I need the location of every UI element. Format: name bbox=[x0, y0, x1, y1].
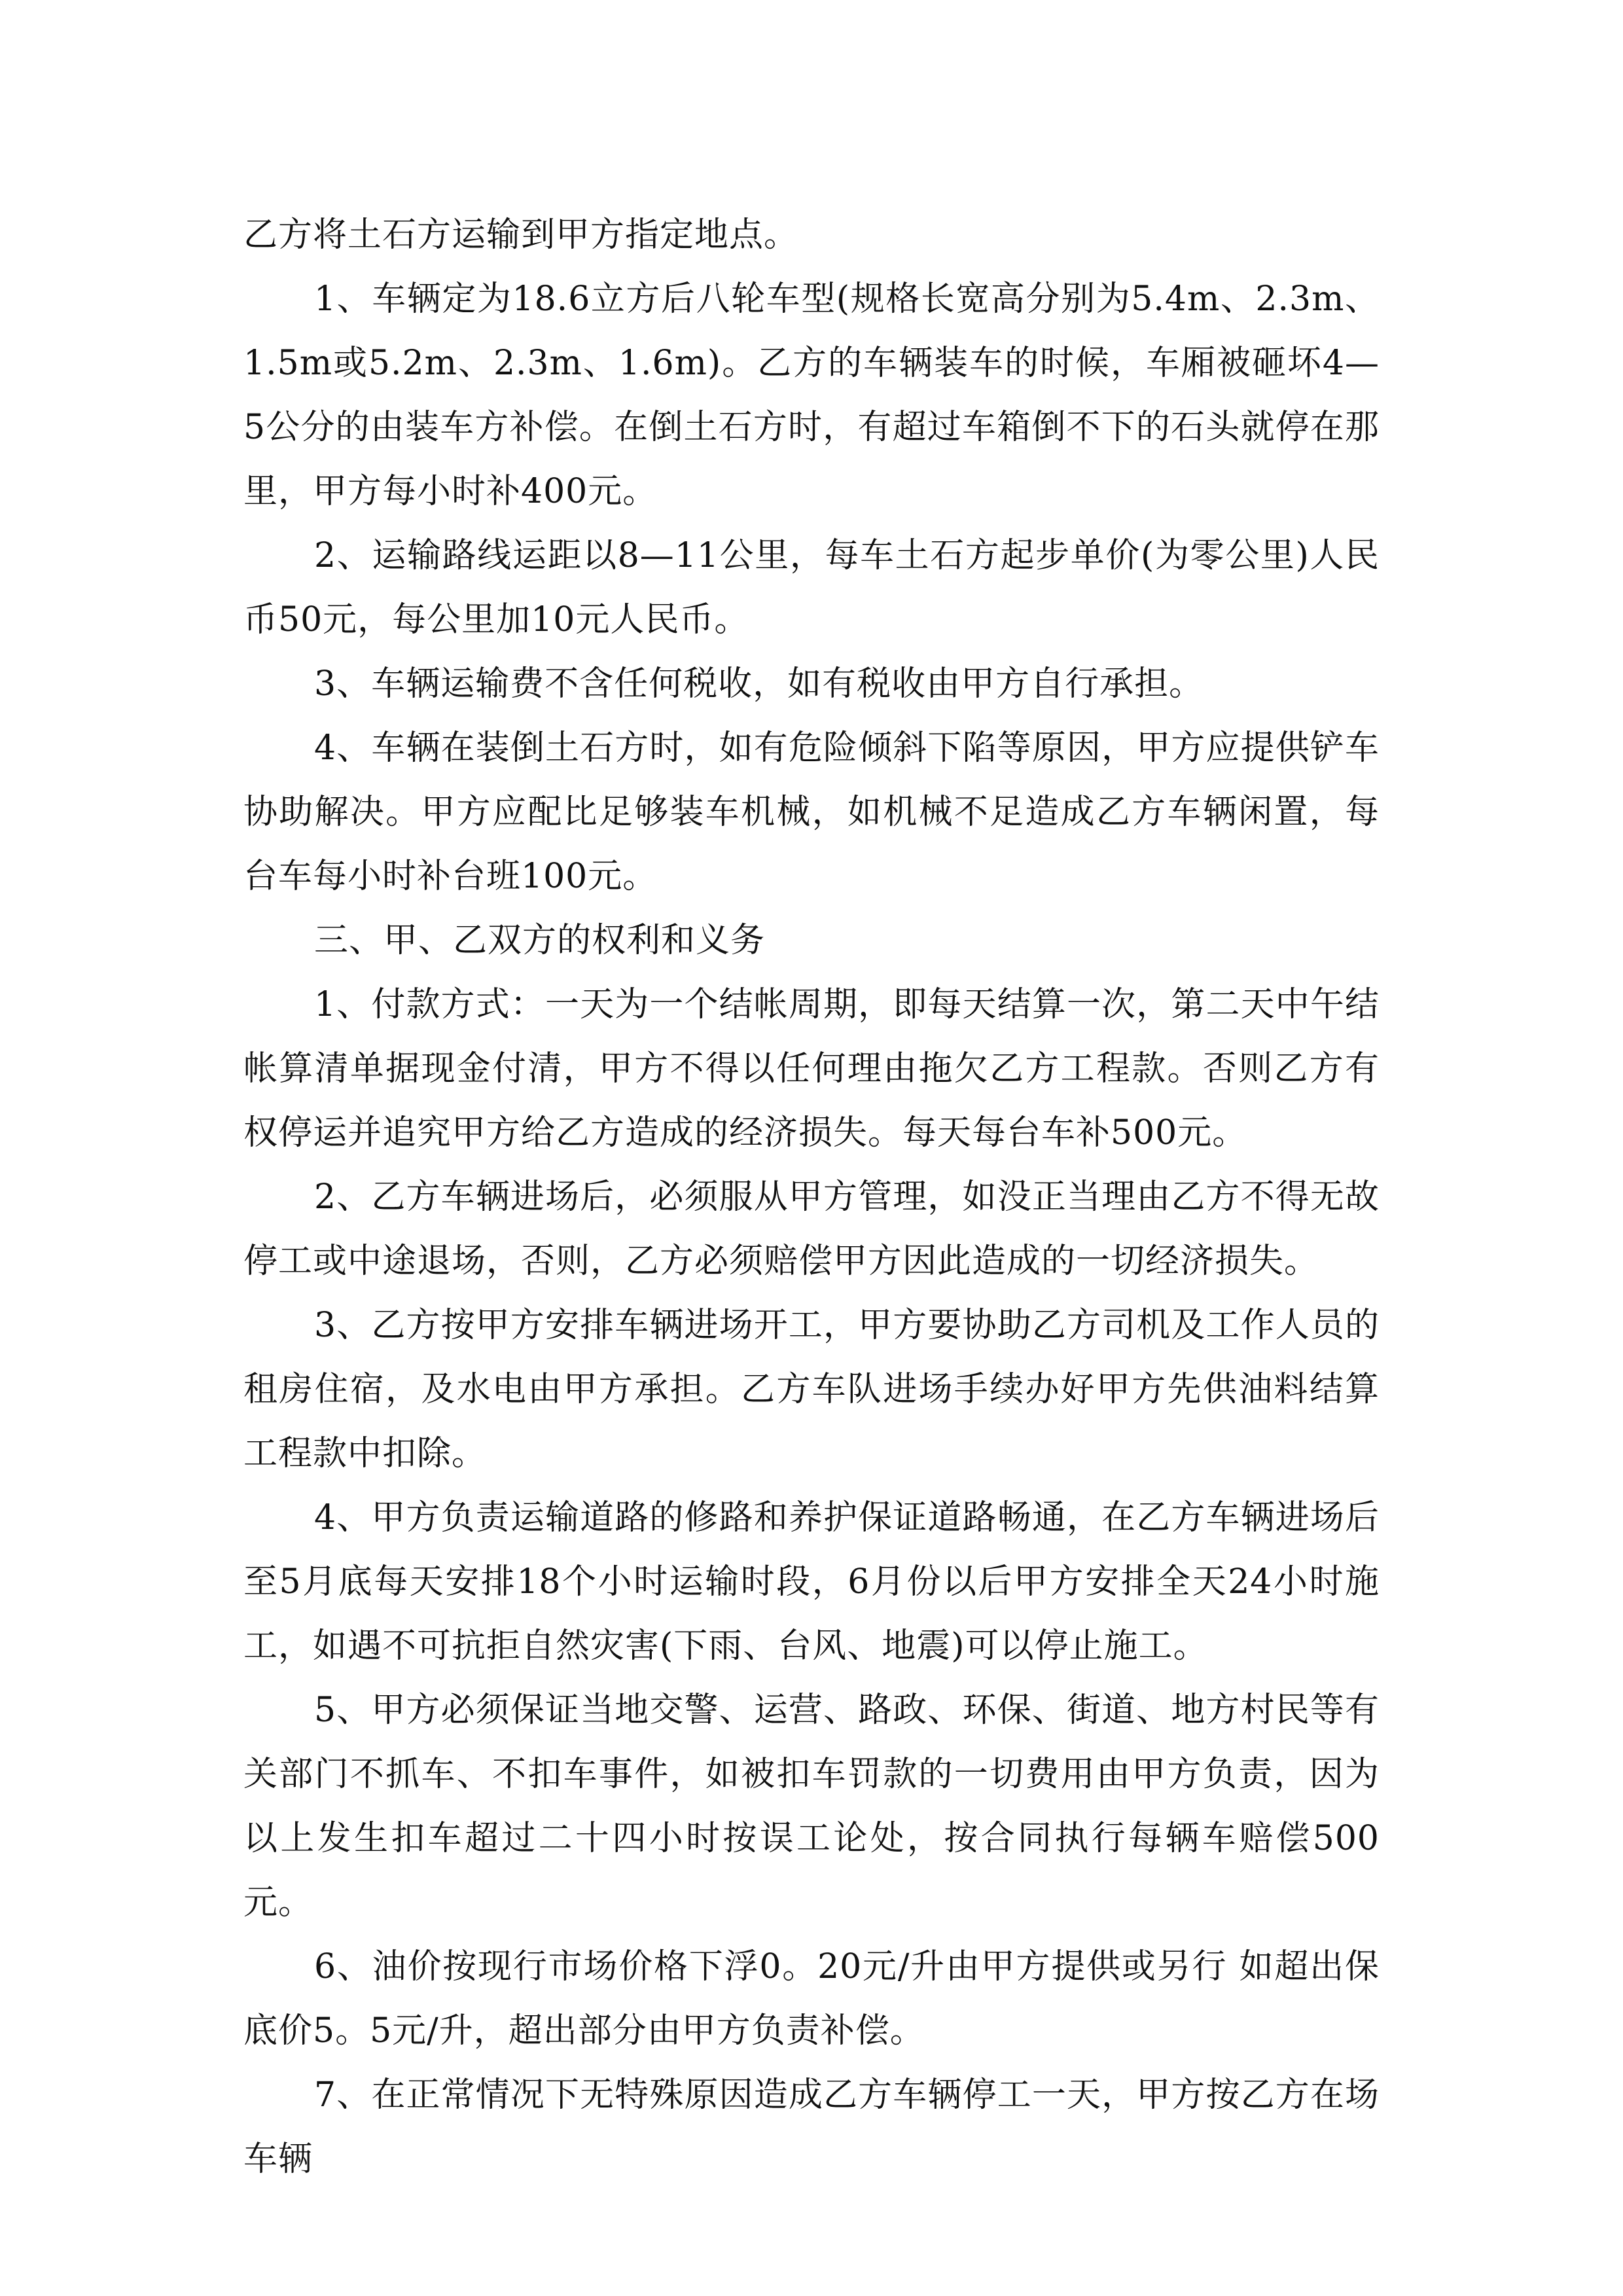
paragraph-11: 6、油价按现行市场价格下浮0。20元/升由甲方提供或另行 如超出保底价5。5元/升，超出部分由甲方负责补偿。 bbox=[243, 1947, 1380, 2051]
paragraph-8: 3、乙方按甲方安排车辆进场开工，甲方要协助乙方司机及工作人员的租房住宿，及水电由甲方承担。乙方车队进场手续办好甲方先供油料结算工程款中扣除。 bbox=[243, 1306, 1380, 1473]
paragraph-4: 4、车辆在装倒土石方时，如有危险倾斜下陷等原因，甲方应提供铲车协助解决。甲方应配比足够装车机械，如机械不足造成乙方车辆闲置，每台车每小时补台班100元。 bbox=[243, 728, 1380, 896]
paragraph-2: 2、运输路线运距以8—11公里，每车土石方起步单价(为零公里)人民币50元，每公里加10元人民币。 bbox=[243, 536, 1380, 639]
paragraph-7: 2、乙方车辆进场后，必须服从甲方管理，如没正当理由乙方不得无故停工或中途退场，否则，乙方必须赔偿甲方因此造成的一切经济损失。 bbox=[243, 1177, 1380, 1281]
paragraph-12: 7、在正常情况下无特殊原因造成乙方车辆停工一天，甲方按乙方在场车辆 bbox=[243, 2075, 1380, 2179]
paragraph-10: 5、甲方必须保证当地交警、运营、路政、环保、街道、地方村民等有关部门不抓车、不扣车事件，如被扣车罚款的一切费用由甲方负责，因为以上发生扣车超过二十四小时按误工论处，按合同执行每辆车赔偿500元。 bbox=[243, 1691, 1380, 1922]
document-body bbox=[243, 203, 1380, 2191]
paragraph-0: 乙方将土石方运输到甲方指定地点。 bbox=[243, 215, 799, 255]
section-heading-rights-obligations: 三、甲、乙双方的权利和义务 bbox=[314, 921, 766, 960]
paragraph-1: 1、车辆定为18.6立方后八轮车型(规格长宽高分别为5.4m、2.3m、1.5m或5.2m、2.3m、1.6m)。乙方的车辆装车的时候，车厢被砸坏4—5公分的由装车方补偿。在倒土石方时，有超过车箱倒不下的石头就停在那里，甲方每小时补400元。 bbox=[243, 279, 1380, 511]
paragraph-3: 3、车辆运输费不含任何税收，如有税收由甲方自行承担。 bbox=[314, 664, 1204, 704]
paragraph-6: 1、付款方式：一天为一个结帐周期，即每天结算一次，第二天中午结帐算清单据现金付清，甲方不得以任何理由拖欠乙方工程款。否则乙方有权停运并追究甲方给乙方造成的经济损失。每天每台车补500元。 bbox=[243, 985, 1380, 1153]
paragraph-9: 4、甲方负责运输道路的修路和养护保证道路畅通，在乙方车辆进场后至5月底每天安排18个小时运输时段，6月份以后甲方安排全天24小时施工，如遇不可抗拒自然灾害(下雨、台风、地震)可以停止施工。 bbox=[243, 1498, 1380, 1666]
